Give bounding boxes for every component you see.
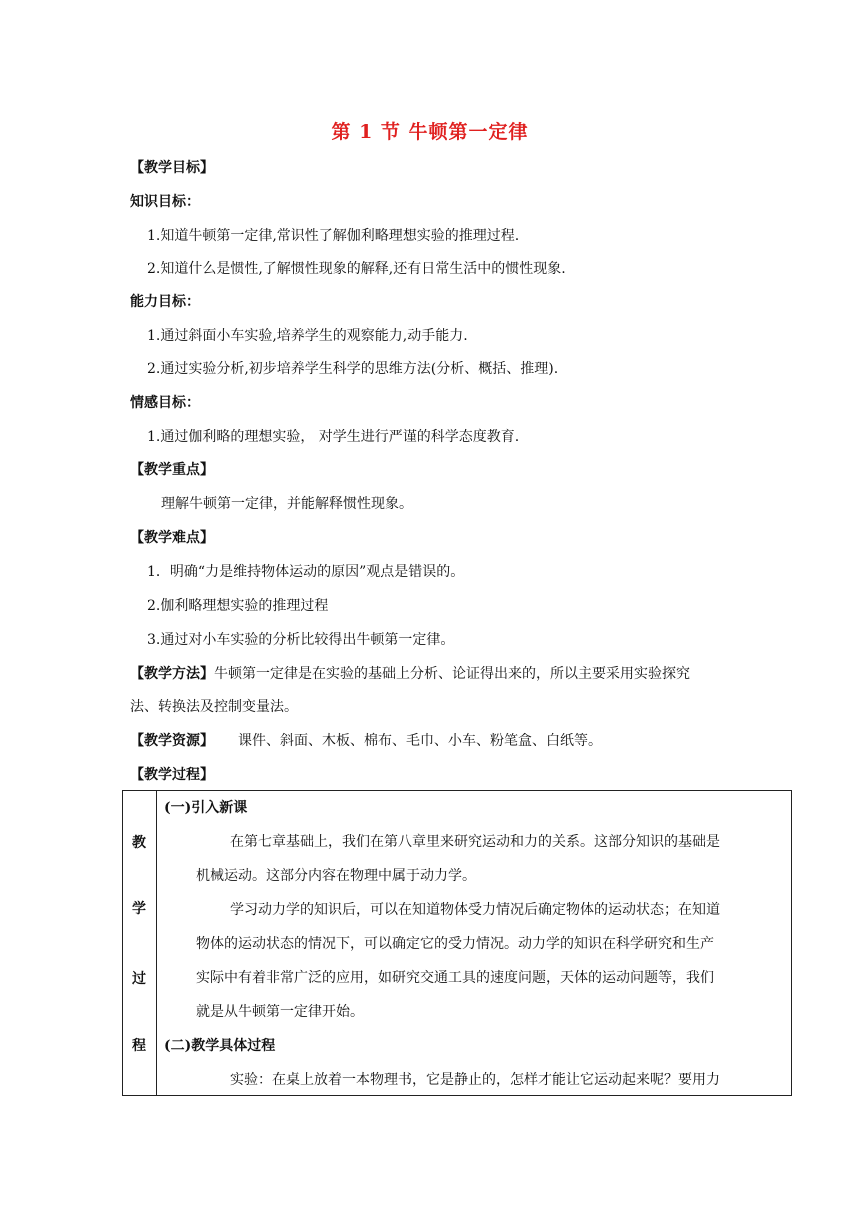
process-side-label-char: 教: [132, 835, 146, 851]
section-intro-title: (一)引入新课: [164, 800, 248, 816]
difficulty-item: 2.伽利略理想实验的推理过程: [147, 598, 329, 614]
process-side-label-char: 过: [132, 971, 146, 987]
key-point-heading: 【教学重点】: [130, 462, 214, 478]
goals-heading: 【教学目标】: [130, 160, 214, 176]
ability-goal-item: 1.通过斜面小车实验,培养学生的观察能力,动手能力.: [147, 328, 468, 344]
page-title: 第 1 节 牛顿第一定律: [331, 121, 529, 143]
resources-text: 课件、斜面、木板、棉布、毛巾、小车、粉笔盒、白纸等。: [238, 733, 602, 749]
ability-goals-label: 能力目标：: [130, 294, 200, 310]
paragraph-line: 物体的运动状态的情况下，可以确定它的受力情况。动力学的知识在科学研究和生产: [196, 936, 714, 952]
process-table-divider: [156, 790, 157, 1096]
knowledge-goals-label: 知识目标：: [130, 194, 200, 210]
paragraph-line: 实际中有着非常广泛的应用，如研究交通工具的速度问题，天体的运动问题等，我们: [196, 970, 714, 986]
emotion-goals-label: 情感目标：: [130, 395, 200, 411]
knowledge-goal-item: 1.知道牛顿第一定律,常识性了解伽利略理想实验的推理过程.: [147, 228, 520, 244]
paragraph-line: 机械运动。这部分内容在物理中属于动力学。: [196, 868, 476, 884]
knowledge-goal-item: 2.知道什么是惯性,了解惯性现象的解释,还有日常生活中的惯性现象.: [147, 261, 566, 277]
process-heading: 【教学过程】: [130, 767, 214, 783]
paragraph-line: 就是从牛顿第一定律开始。: [196, 1004, 364, 1020]
resources-heading: 【教学资源】: [130, 733, 214, 749]
ability-goal-item: 2.通过实验分析,初步培养学生科学的思维方法(分析、概括、推理).: [147, 361, 559, 377]
emotion-goal-item: 1.通过伽利略的理想实验， 对学生进行严谨的科学态度教育.: [147, 429, 520, 445]
difficulty-item: 3.通过对小车实验的分析比较得出牛顿第一定律。: [147, 632, 455, 648]
paragraph-line: 实验：在桌上放着一本物理书，它是静止的，怎样才能让它运动起来呢？要用力: [230, 1072, 720, 1088]
method-text-continued: 法、转换法及控制变量法。: [130, 699, 298, 715]
method-heading: 【教学方法】: [130, 666, 214, 682]
paragraph-line: 学习动力学的知识后，可以在知道物体受力情况后确定物体的运动状态；在知道: [230, 902, 720, 918]
difficulty-item: 1．明确“力是维持物体运动的原因”观点是错误的。: [147, 564, 465, 580]
resources-line: [130, 731, 602, 751]
key-point-text: 理解牛顿第一定律，并能解释惯性现象。: [161, 496, 413, 512]
paragraph-line: 在第七章基础上，我们在第八章里来研究运动和力的关系。这部分知识的基础是: [230, 834, 720, 850]
process-side-label-char: 程: [132, 1038, 146, 1054]
method-text: 牛顿第一定律是在实验的基础上分析、论证得出来的，所以主要采用实验探究: [214, 666, 690, 682]
section-process-title: (二)教学具体过程: [164, 1038, 276, 1054]
method-line: [130, 664, 690, 684]
process-side-label-char: 学: [132, 901, 146, 917]
difficulty-heading: 【教学难点】: [130, 530, 214, 546]
